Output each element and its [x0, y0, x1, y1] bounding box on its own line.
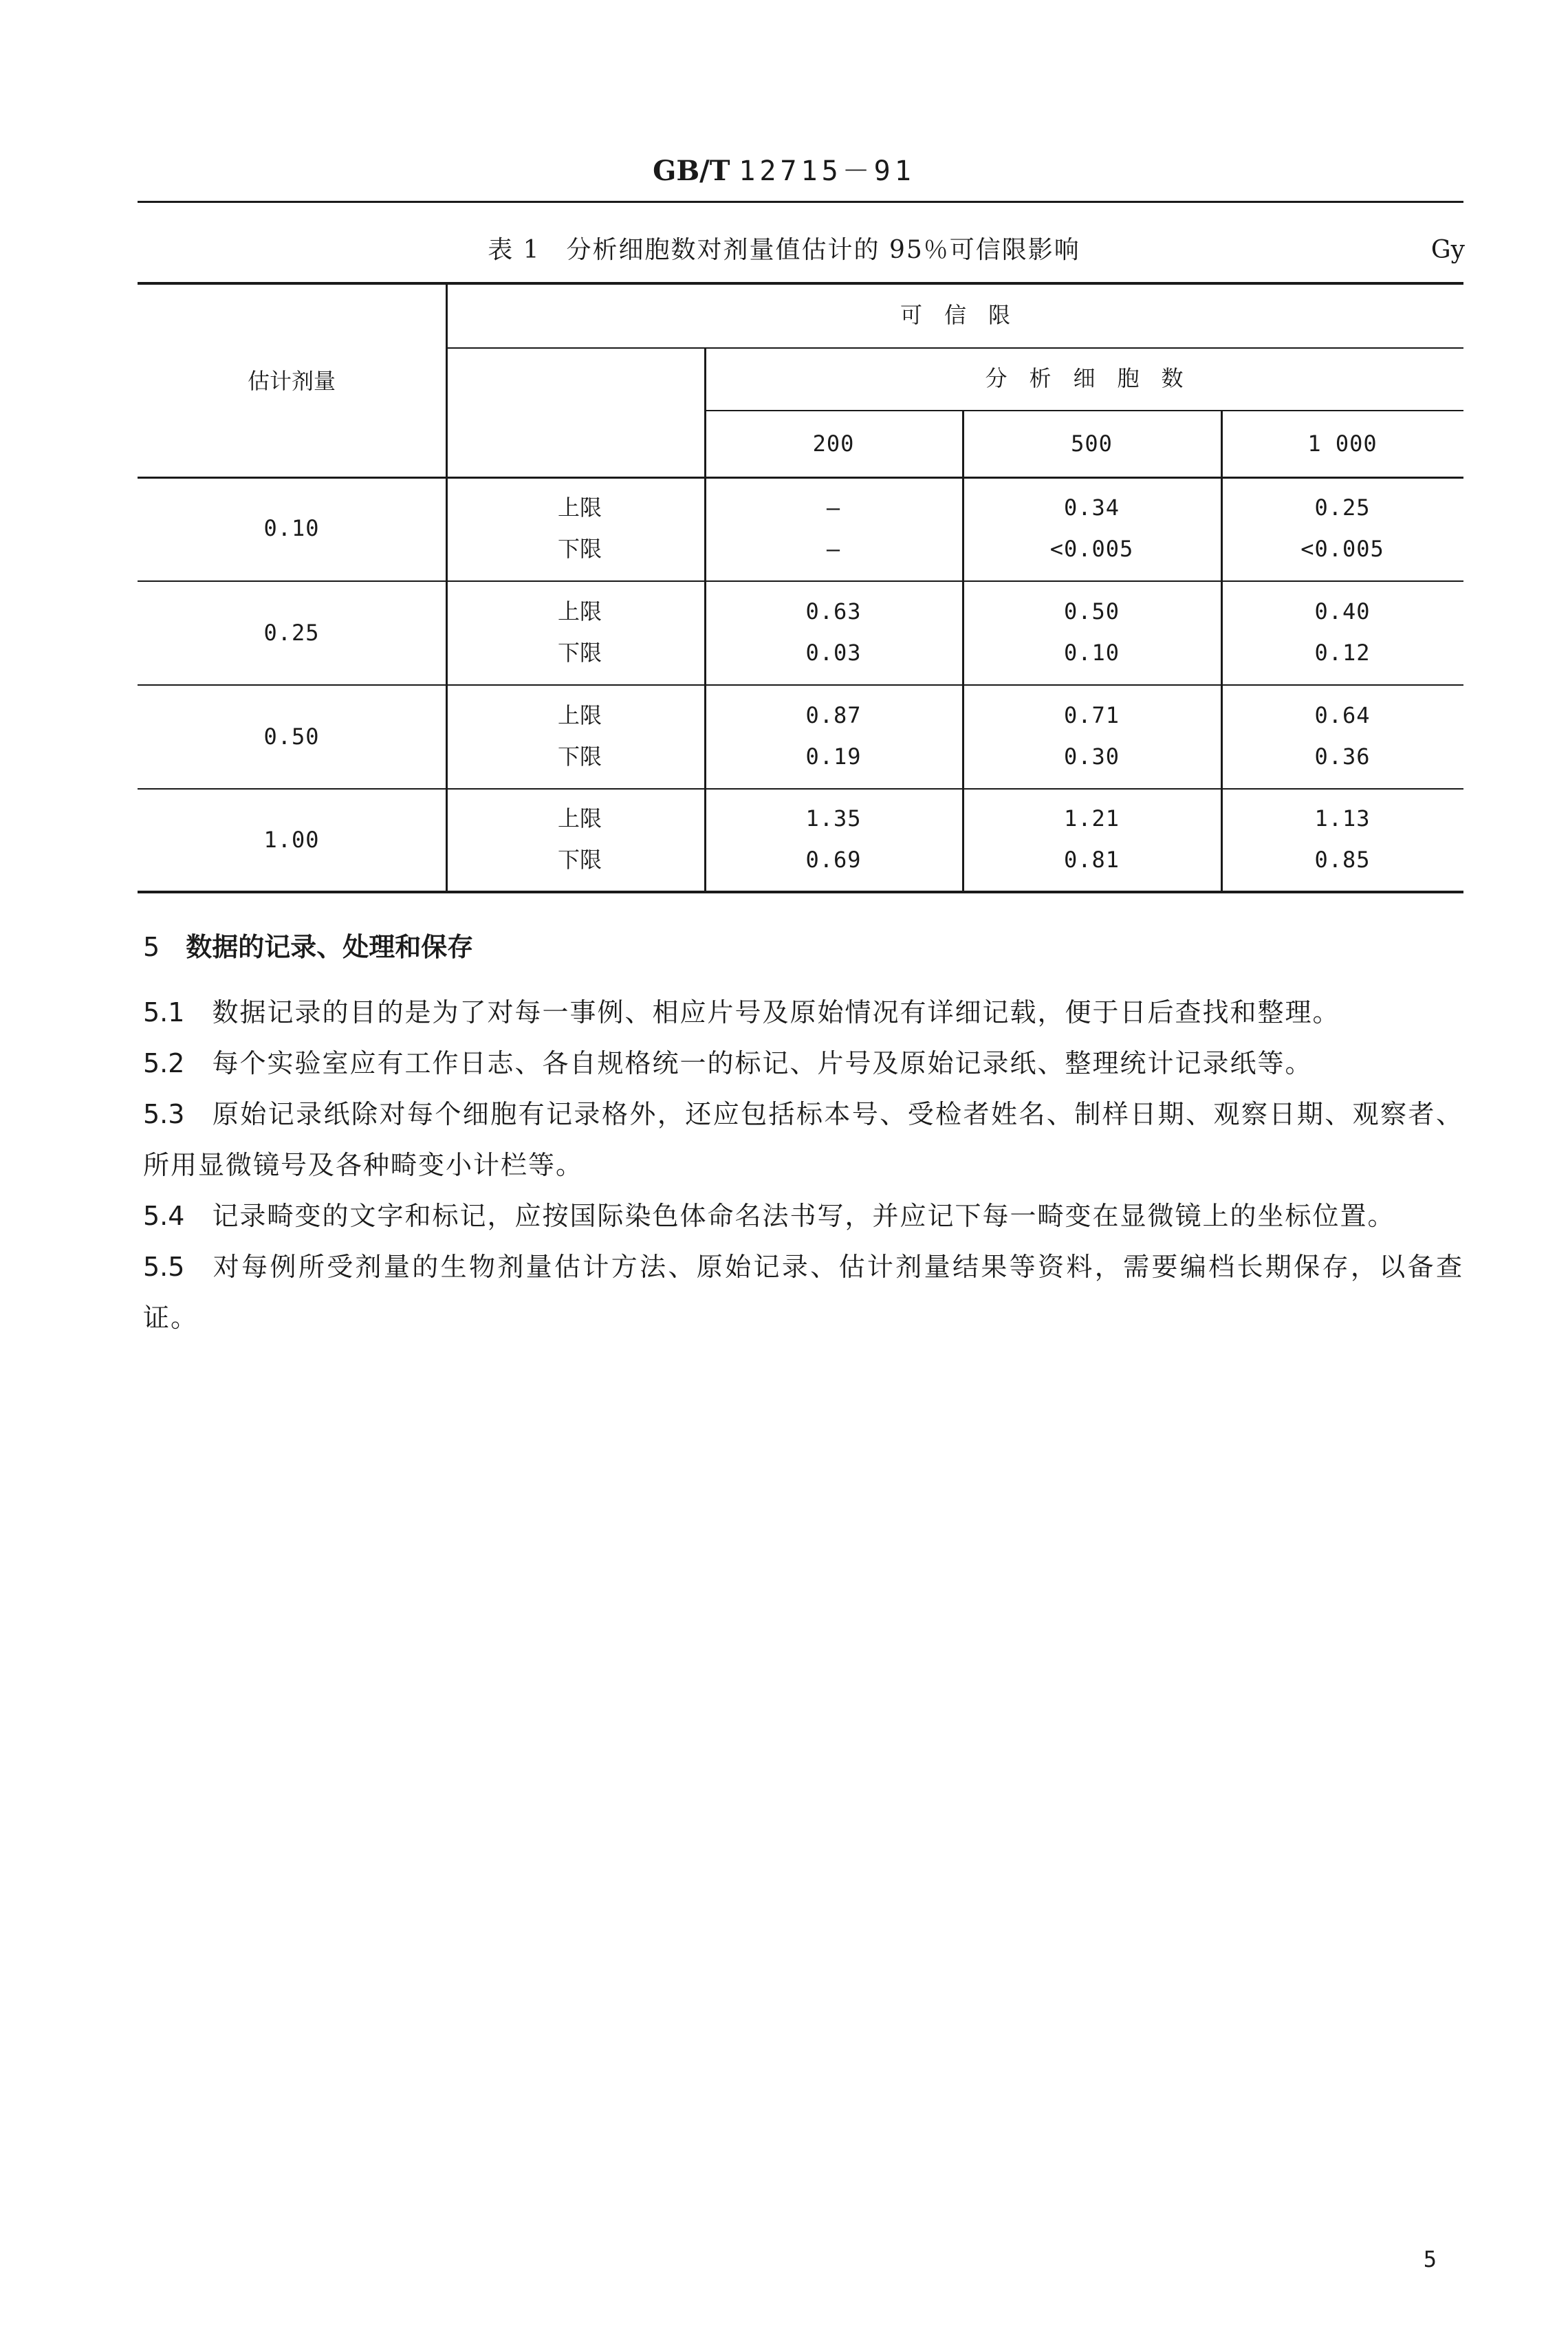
- paragraph-5-3: [143, 1089, 1463, 1191]
- header-confidence-limit: 可 信 限: [900, 302, 1010, 328]
- header-cells-1000: 1 000: [1307, 431, 1378, 457]
- header-cells-200: 200: [812, 431, 855, 457]
- dose-cell: 0.50: [263, 724, 320, 750]
- clause-number: 5.2: [143, 1048, 185, 1078]
- dose-cell: 0.10: [263, 515, 320, 541]
- value-cell: 0.03: [805, 640, 862, 666]
- lower-limit-label: 下限: [557, 640, 602, 666]
- value-cell: 1.21: [1063, 805, 1120, 831]
- table-top-rule: [138, 282, 1463, 285]
- value-cell: 0.85: [1314, 847, 1371, 873]
- value-cell: 0.50: [1063, 598, 1120, 624]
- table-header-bottom-rule: [138, 477, 1463, 479]
- value-cell: 0.12: [1314, 640, 1371, 666]
- clause-number: 5.4: [143, 1201, 185, 1231]
- clause-text: 数据记录的目的是为了对每一事例、相应片号及原始情况有详细记载，便于日后查找和整理。: [212, 997, 1340, 1028]
- clause-number: 5.3: [143, 1099, 185, 1129]
- table-row-rule: [138, 580, 1463, 582]
- lower-limit-label: 下限: [557, 847, 602, 873]
- clause-number: 5.1: [143, 997, 185, 1028]
- value-cell: <0.005: [1300, 536, 1384, 562]
- value-cell: 0.40: [1314, 598, 1371, 624]
- table-bottom-rule: [138, 891, 1463, 893]
- standard-code: 12715－91: [739, 155, 915, 187]
- paragraph-5-2: [143, 1038, 1463, 1089]
- value-cell: 0.71: [1063, 702, 1120, 728]
- value-cell: 1.13: [1314, 805, 1371, 831]
- section-title: 数据的记录、处理和保存: [186, 932, 474, 962]
- dose-cell: 1.00: [263, 827, 320, 853]
- clause-text: 记录畸变的文字和标记，应按国际染色体命名法书写，并应记下每一畸变在显微镜上的坐标位置。: [212, 1201, 1395, 1231]
- lower-limit-label: 下限: [557, 743, 602, 770]
- value-cell: 0.69: [805, 847, 862, 873]
- paragraph-5-5: [143, 1241, 1463, 1343]
- table-rule: [447, 347, 1463, 349]
- value-cell: 0.87: [805, 702, 862, 728]
- value-cell: 0.81: [1063, 847, 1120, 873]
- header-cells-500: 500: [1071, 431, 1113, 457]
- upper-limit-label: 上限: [557, 598, 602, 624]
- document-header: [0, 153, 1568, 190]
- value-cell: 0.34: [1063, 494, 1120, 521]
- clause-text: 每个实验室应有工作日志、各自规格统一的标记、片号及原始记录纸、整理统计记录纸等。: [212, 1048, 1313, 1078]
- dose-cell: 0.25: [263, 620, 320, 646]
- value-cell: 0.64: [1314, 702, 1371, 728]
- standard-prefix: GB/T: [653, 155, 730, 187]
- clause-number: 5.5: [143, 1252, 185, 1282]
- value-cell: <0.005: [1049, 536, 1134, 562]
- table-row-rule: [138, 684, 1463, 686]
- table-caption: 表 1 分析细胞数对剂量值估计的 95％可信限影响: [488, 236, 1080, 264]
- value-cell: 0.36: [1314, 743, 1371, 770]
- page-number: 5: [1423, 2246, 1437, 2272]
- clause-text: 原始记录纸除对每个细胞有记录格外，还应包括标本号、受检者姓名、制样日期、观察日期、观察者、所用显微镜号及各种畸变小计栏等。: [143, 1099, 1463, 1180]
- table-col-rule: [446, 283, 448, 892]
- value-cell: 0.63: [805, 598, 862, 624]
- paragraph-5-4: [143, 1191, 1463, 1241]
- upper-limit-label: 上限: [557, 702, 602, 728]
- value-cell: —: [826, 494, 841, 521]
- value-cell: 0.10: [1063, 640, 1120, 666]
- upper-limit-label: 上限: [557, 805, 602, 831]
- section-heading: [143, 930, 473, 964]
- lower-limit-label: 下限: [557, 536, 602, 562]
- value-cell: —: [826, 536, 841, 562]
- header-estimated-dose: 估计剂量: [247, 368, 336, 394]
- header-analysed-cells: 分 析 细 胞 数: [985, 365, 1184, 391]
- value-cell: 0.30: [1063, 743, 1120, 770]
- value-cell: 0.19: [805, 743, 862, 770]
- table-row-rule: [138, 788, 1463, 790]
- table-unit: Gy: [1430, 236, 1465, 264]
- upper-limit-label: 上限: [557, 494, 602, 521]
- table-rule: [705, 410, 1463, 411]
- value-cell: 1.35: [805, 805, 862, 831]
- header-rule: [138, 201, 1463, 203]
- value-cell: 0.25: [1314, 494, 1371, 521]
- section-number: 5: [143, 932, 160, 962]
- clause-text: 对每例所受剂量的生物剂量估计方法、原始记录、估计剂量结果等资料，需要编档长期保存，以备查证。: [143, 1252, 1463, 1333]
- paragraph-5-1: [143, 987, 1463, 1038]
